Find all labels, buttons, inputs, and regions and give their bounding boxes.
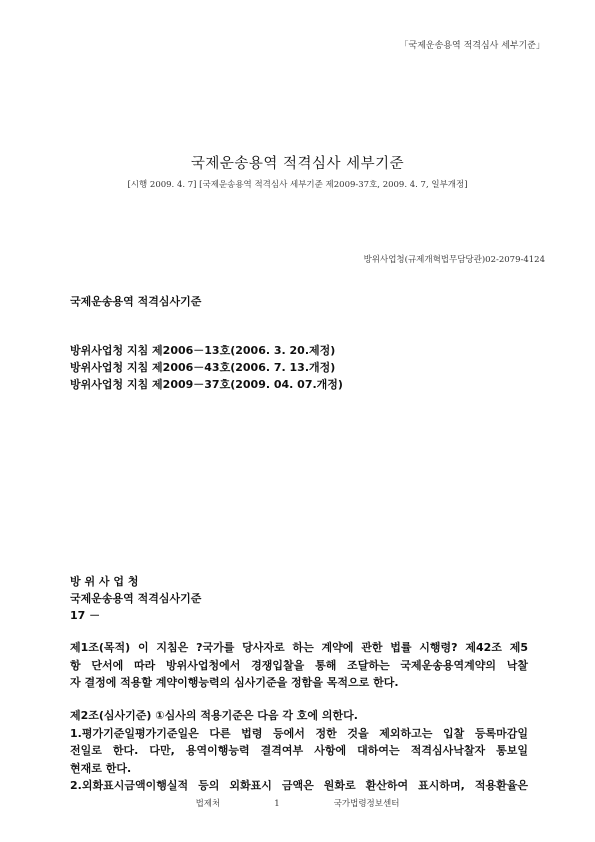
- article-1-line: 항 단서에 따라 방위사업청에서 경쟁입찰을 통해 조달하는 국제운송용역계약의 낙찰: [70, 658, 528, 672]
- article-2-line: 전일로 한다. 다만, 용역이행능력 결격여부 사항에 대하여는 적격심사낙찰자 통보일: [70, 744, 528, 757]
- department-contact: 방위사업청(규제개혁법무담당관)02-2079-4124: [363, 255, 545, 265]
- article-2: [70, 707, 528, 795]
- issuer-agency: 방 위 사 업 청: [70, 575, 139, 588]
- article-1-line: 자 결정에 적용할 계약이행능력의 심사기준을 정함을 목적으로 한다.: [70, 676, 399, 689]
- history-line: 방위사업청 지침 제2006－43호(2006. 7. 13.개정): [70, 361, 336, 374]
- article-1: [70, 639, 528, 692]
- article-1-line: 제1조(목적) 이 지침은 ?국가를 당사자로 하는 계약에 관한 법률 시행령? 제42조 제5: [70, 641, 528, 654]
- article-2-line: 현재로 한다.: [70, 761, 132, 775]
- issuer-number: 17 －: [70, 609, 101, 622]
- footer-text: 법제처 1 국가법령정보센터: [195, 799, 400, 809]
- page-title: 국제운송용역 적격심사 세부기준: [190, 156, 405, 172]
- issuer-name: 국제운송용역 적격심사기준: [70, 592, 202, 605]
- history-line: 방위사업청 지침 제2009－37호(2009. 04. 07.개정): [70, 378, 343, 391]
- article-2-line: 1.평가기준일평가기준일은 다른 법령 등에서 정한 것을 제외하고는 입찰 등록마감일: [70, 726, 528, 740]
- header-reference: 「국제운송용역 적격심사 세부기준」: [399, 41, 545, 51]
- page-subtitle: [시행 2009. 4. 7] [국제운송용역 적격심사 세부기준 제2009-37호, 2009. 4. 7, 일부개정]: [127, 180, 468, 190]
- article-2-line: 2.외화표시금액이행실적 등의 외화표시 금액은 원화로 환산하여 표시하며, 적용환율은: [70, 779, 528, 792]
- history-line: 방위사업청 지침 제2006－13호(2006. 3. 20.제정): [70, 344, 336, 357]
- article-2-line: 제2조(심사기준) ①심사의 적용기준은 다음 각 호에 의한다.: [70, 709, 358, 722]
- document-title: 국제운송용역 적격심사기준: [70, 295, 202, 308]
- page-footer: [0, 797, 595, 809]
